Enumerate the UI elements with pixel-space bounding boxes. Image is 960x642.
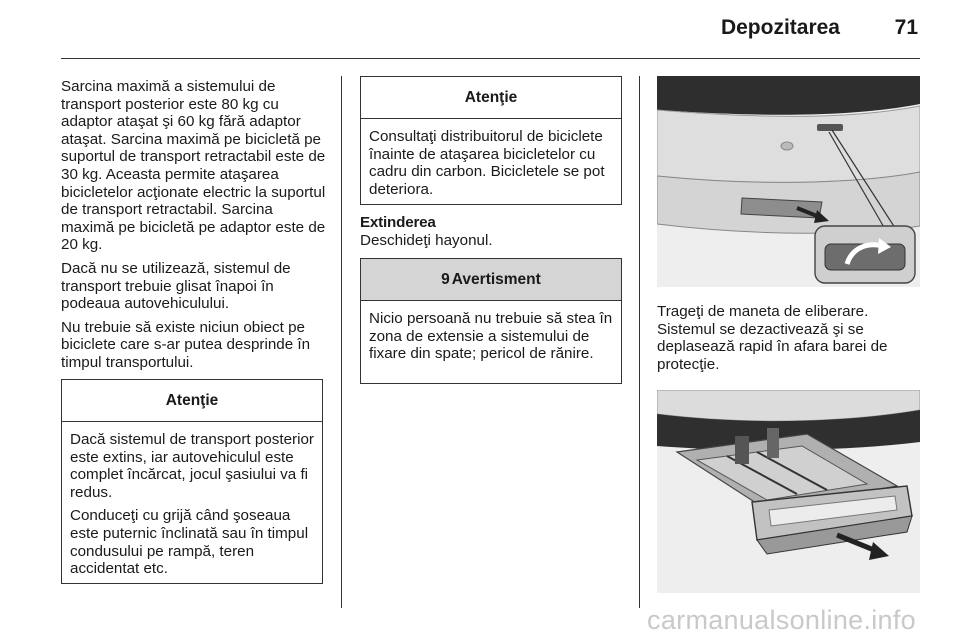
page-section-title: Depozitarea (720, 16, 840, 39)
left-column (61, 78, 329, 378)
rear-carrier-icon (657, 390, 920, 593)
caption-text: Trageţi de maneta de eliberare. Sistemul se dezactivează şi se deplasează rapid în afara barei de protecţie. (657, 303, 888, 373)
warning-box (360, 258, 622, 384)
caution-heading: Atenţie (361, 77, 621, 119)
release-handle-figure (657, 76, 920, 287)
watermark: carmanualsonline.info (647, 605, 916, 635)
warning-symbol: 9 (441, 270, 450, 288)
warning-header (361, 259, 621, 301)
instruction-text: Deschideţi hayonul. (360, 231, 493, 249)
column-divider-2 (639, 76, 640, 608)
caution-box-left (61, 379, 323, 584)
caution-text-1: Dacă sistemul de transport posterior este extins, iar autovehiculul este complet încărcat, jocul şasiului va fi redus. (70, 431, 314, 501)
paragraph-no-objects: Nu trebuie să existe niciun obiect pe biciclete care s-ar putea desprinde în timpul transportului. (61, 318, 311, 371)
figure-caption (657, 303, 919, 379)
paragraph-max-load: Sarcina maximă a sistemului de transport posterior este 80 kg cu adaptor ataşat şi 60 kg fără adaptor ataşat. Sarcina maximă pe bicicletă pe suportul de transport retractabil este de 30 kg. Aceasta permite ataşarea bicicletelor acţionate electric la suportul de transport retractabil. Sarcina maximă pe bicicletă pe adaptor este de 20 kg. (61, 78, 326, 254)
extension-section (360, 214, 622, 249)
extended-carrier-figure (657, 390, 920, 593)
header-divider (61, 58, 920, 59)
column-divider-1 (341, 76, 342, 608)
paragraph-retract: Dacă nu se utilizează, sistemul de transport trebuie glisat înapoi în podeaua autovehiculului. (61, 259, 291, 313)
page-number: 71 (894, 16, 918, 39)
caution-text-2: Conduceţi cu grijă când şoseaua este puternic înclinată sau în timpul condusului pe rampă, teren accidentat etc. (70, 507, 309, 578)
caution-heading: Atenţie (62, 380, 322, 422)
warning-heading: Avertisment (451, 270, 541, 288)
release-handle-icon (657, 76, 920, 287)
section-heading: Extinderea (360, 214, 436, 231)
warning-text: Nicio persoană nu trebuie să stea în zona de extensie a sistemului de fixare din spate; pericol de rănire. (369, 310, 613, 363)
caution-box-middle (360, 76, 622, 205)
caution-text: Consultaţi distribuitorul de biciclete înainte de ataşarea bicicletelor cu cadru din carbon. Bicicletele se pot deteriora. (369, 128, 605, 198)
